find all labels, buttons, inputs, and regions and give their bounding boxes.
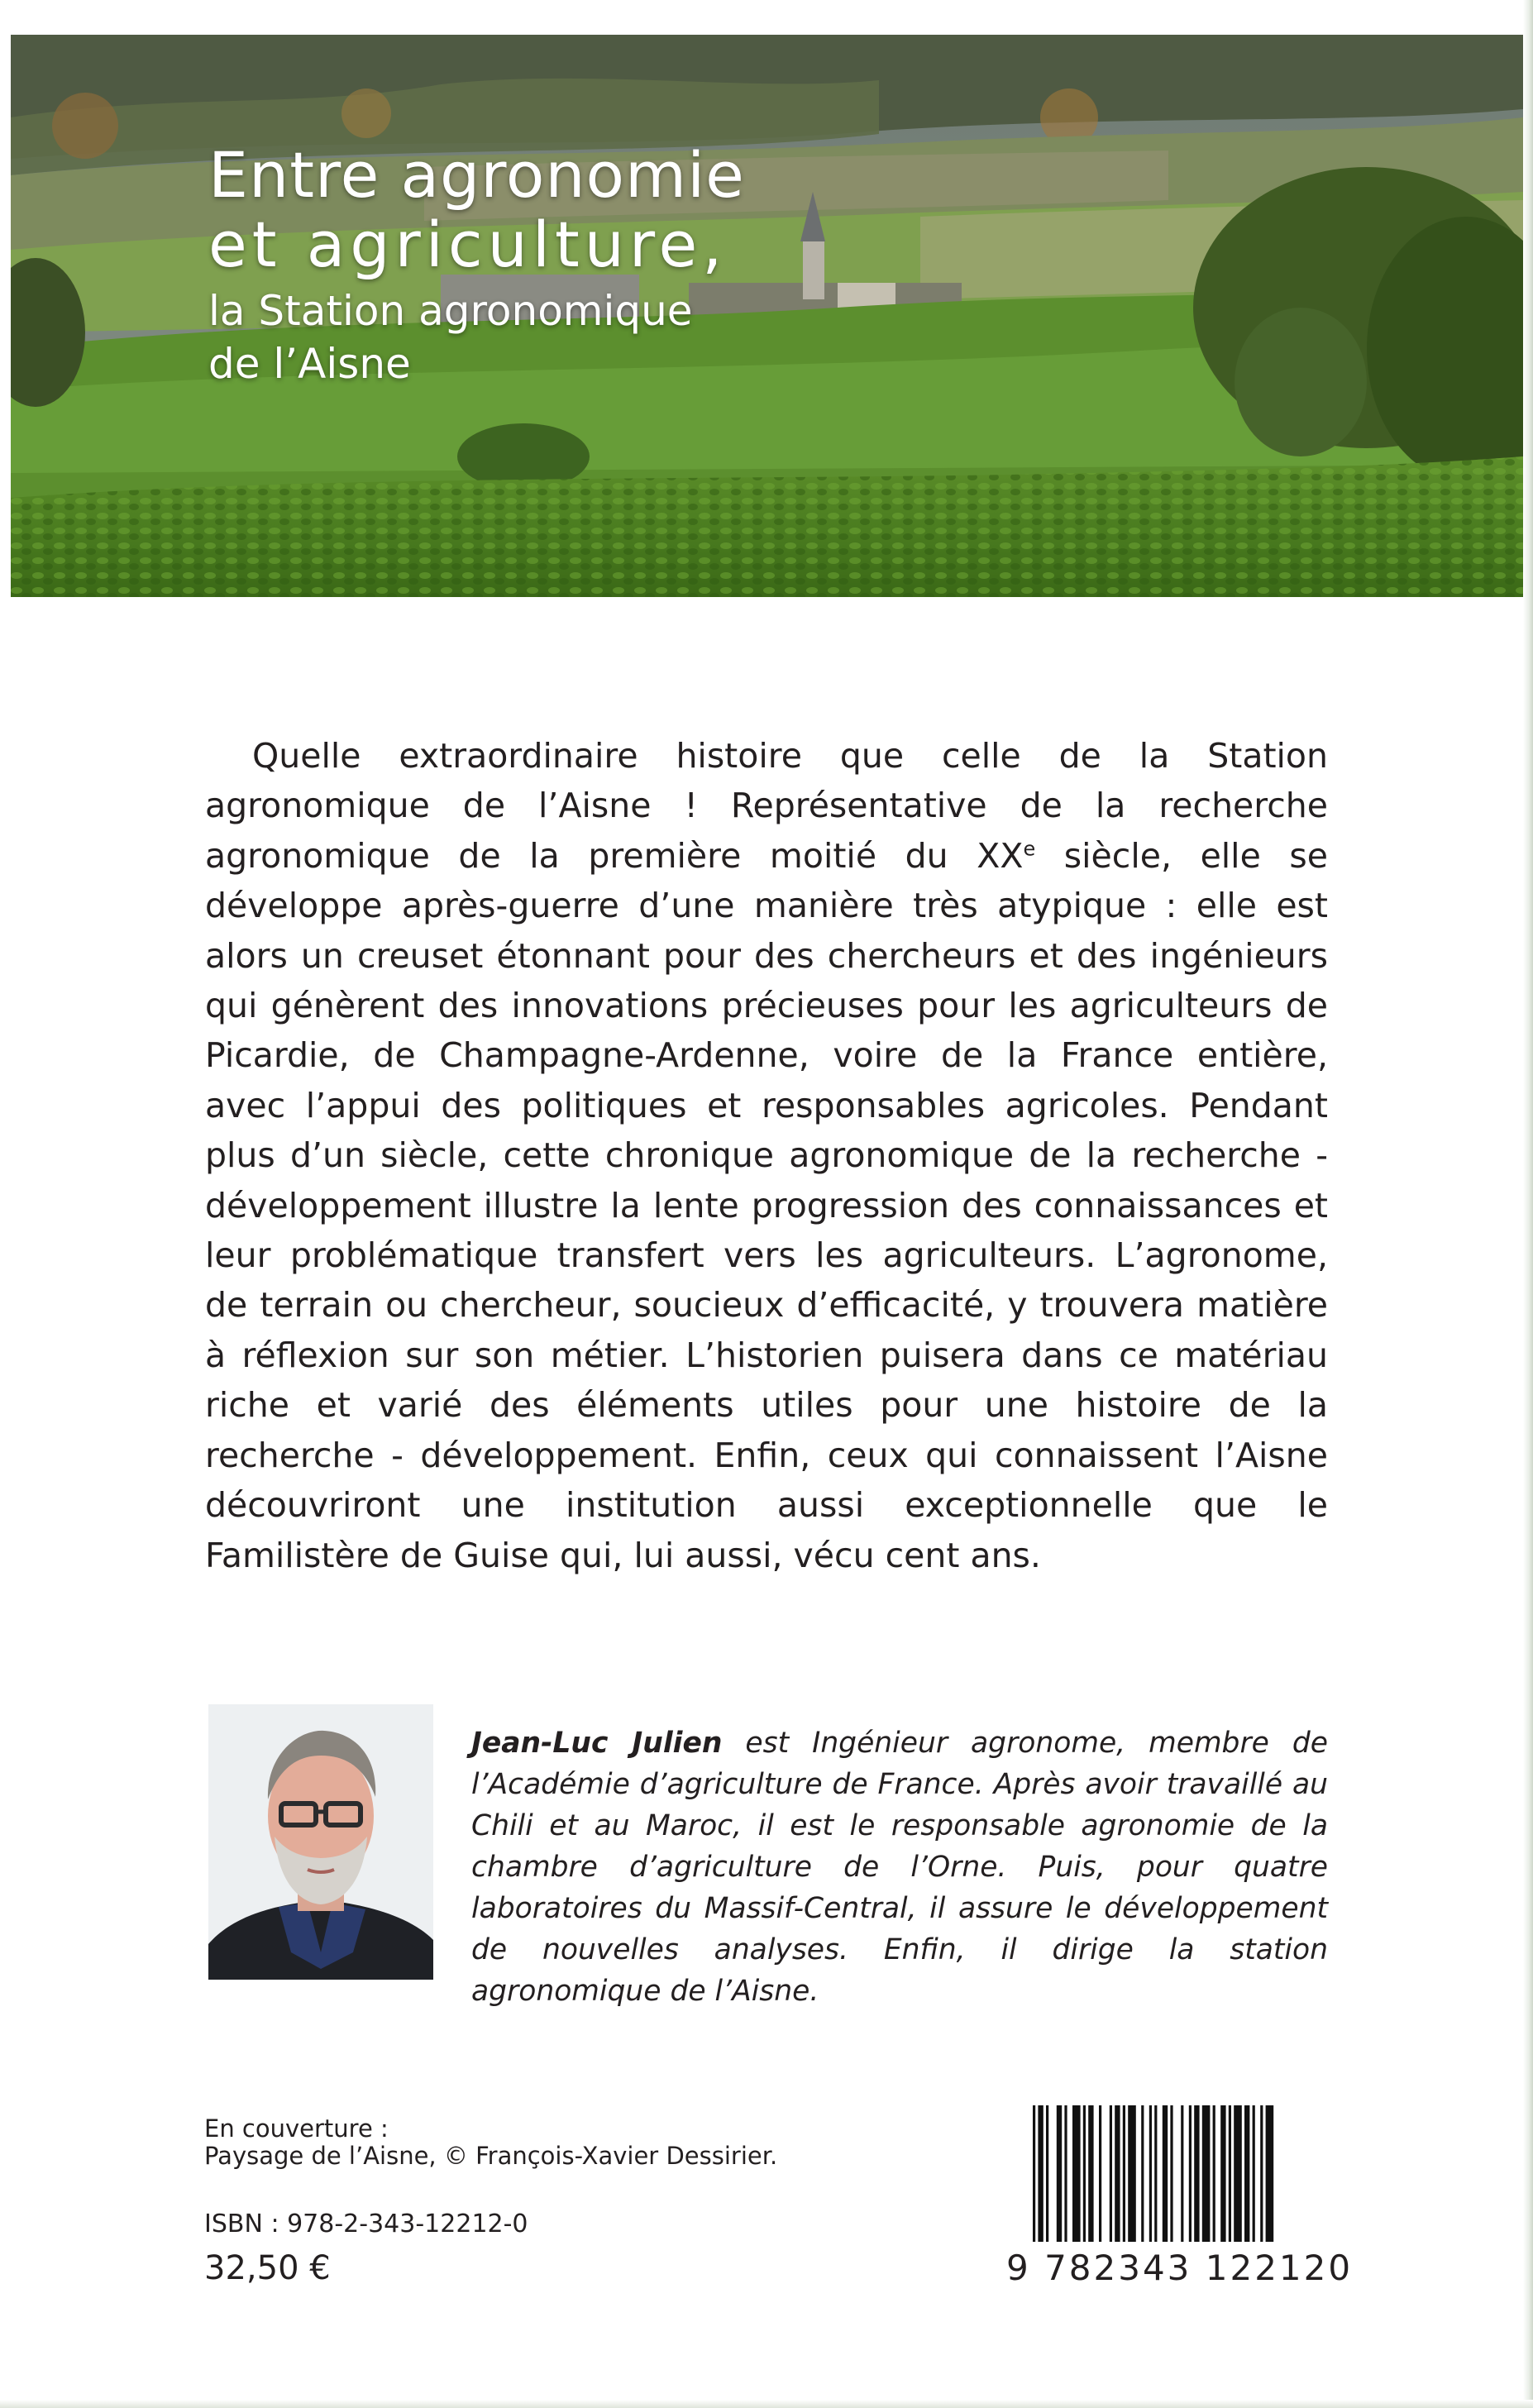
barcode-bar [1260, 2105, 1263, 2242]
barcode-bar [1046, 2105, 1048, 2242]
barcode-bar [1141, 2105, 1144, 2242]
barcode-bar [1128, 2105, 1136, 2242]
barcode-bar [1163, 2105, 1168, 2242]
title-line-1: Entre agronomie [208, 138, 745, 212]
author-bio [471, 1722, 1328, 2012]
credits-text: Paysage de l’Aisne, © François-Xavier Dessirier. [204, 2142, 778, 2170]
barcode-bar [1154, 2105, 1157, 2242]
barcode-bar [1149, 2105, 1152, 2242]
barcode-bar [1099, 2105, 1101, 2242]
cover-credits [204, 2115, 777, 2170]
subtitle-line-1: la Station agronomique [208, 287, 693, 335]
barcode-bar [1088, 2105, 1093, 2242]
subtitle [208, 284, 745, 390]
subtitle-line-2: de l’Aisne [208, 340, 411, 388]
barcode-bars [1033, 2105, 1322, 2262]
barcode-bar [1057, 2105, 1062, 2242]
page-edge-bottom [0, 2400, 1533, 2408]
author-portrait [208, 1704, 433, 1980]
barcode-bar [1253, 2105, 1255, 2242]
price: 32,50 € [204, 2249, 331, 2287]
blurb-text-start: Quelle extraordinaire histoire que celle de la Station agronomique de l’Aisne ! Représentative de la recherche agronomique de la première moitié du XX [205, 736, 1328, 876]
century-superscript: e [1023, 837, 1036, 861]
barcode-bar [1202, 2105, 1211, 2242]
barcode [981, 2105, 1370, 2307]
barcode-bar [1244, 2105, 1249, 2242]
barcode-digits: 9 782343 122120 [1006, 2248, 1354, 2288]
barcode-bar [1115, 2105, 1120, 2242]
barcode-bar [1266, 2105, 1274, 2242]
barcode-bar [1083, 2105, 1086, 2242]
barcode-bar [1033, 2105, 1035, 2242]
barcode-bar [1220, 2105, 1225, 2242]
isbn: ISBN : 978-2-343-12212-0 [204, 2210, 528, 2238]
author-name: Jean-Luc Julien [471, 1727, 723, 1760]
barcode-bar [1038, 2105, 1043, 2242]
barcode-bar [1213, 2105, 1215, 2242]
barcode-bar [1234, 2105, 1242, 2242]
barcode-bar [1110, 2105, 1112, 2242]
blurb-paragraph [205, 731, 1328, 1580]
barcode-bar [1181, 2105, 1183, 2242]
title-block [208, 138, 745, 390]
title-line-2: et agriculture, [208, 208, 728, 281]
barcode-bar [1189, 2105, 1192, 2242]
credits-label: En couverture : [204, 2114, 389, 2143]
barcode-bar [1064, 2105, 1067, 2242]
barcode-bar [1072, 2105, 1081, 2242]
page-edge-right [1523, 0, 1533, 2408]
author-bio-text: est Ingénieur agronome, membre de l’Académie d’agriculture de France. Après avoir travaillé au Chili et au Maroc, il est le responsable agronomie de la chambre d’agriculture de l’Orne. Puis, pour quatre laboratoires du Massif-Central, il assure le développement de nouvelles analyses. Enfin, il dirige la station agronomique de l’Aisne. [471, 1727, 1328, 2008]
barcode-bar [1229, 2105, 1231, 2242]
barcode-bar [1170, 2105, 1172, 2242]
blurb-text-end: siècle, elle se développe après-guerre d’une manière très atypique : elle est alors un creuset étonnant pour des chercheurs et des ingénieurs qui génèrent des innovations précieuses pour les agriculteurs de Picardie, de Champagne-Ardenne, voire de la France entière, avec l’appui des politiques et responsables agricoles. Pendant plus d’un siècle, cette chronique agronomique de la recherche - développement illustre la lente progression des connaissances et leur problématique transfert vers les agriculteurs. L’agronome, de terrain ou chercheur, soucieux d’efficacité, y trouvera matière à réflexion sur son métier. L’historien puisera dans ce matériau riche et varié des éléments utiles pour une histoire de la recherche - développement. Enfin, ceux qui connaissent l’Aisne découvriront une institution aussi exceptionnelle que le Familistère de Guise qui, lui aussi, vécu cent ans. [205, 835, 1328, 1575]
barcode-bar [1123, 2105, 1125, 2242]
barcode-bar [1194, 2105, 1199, 2242]
